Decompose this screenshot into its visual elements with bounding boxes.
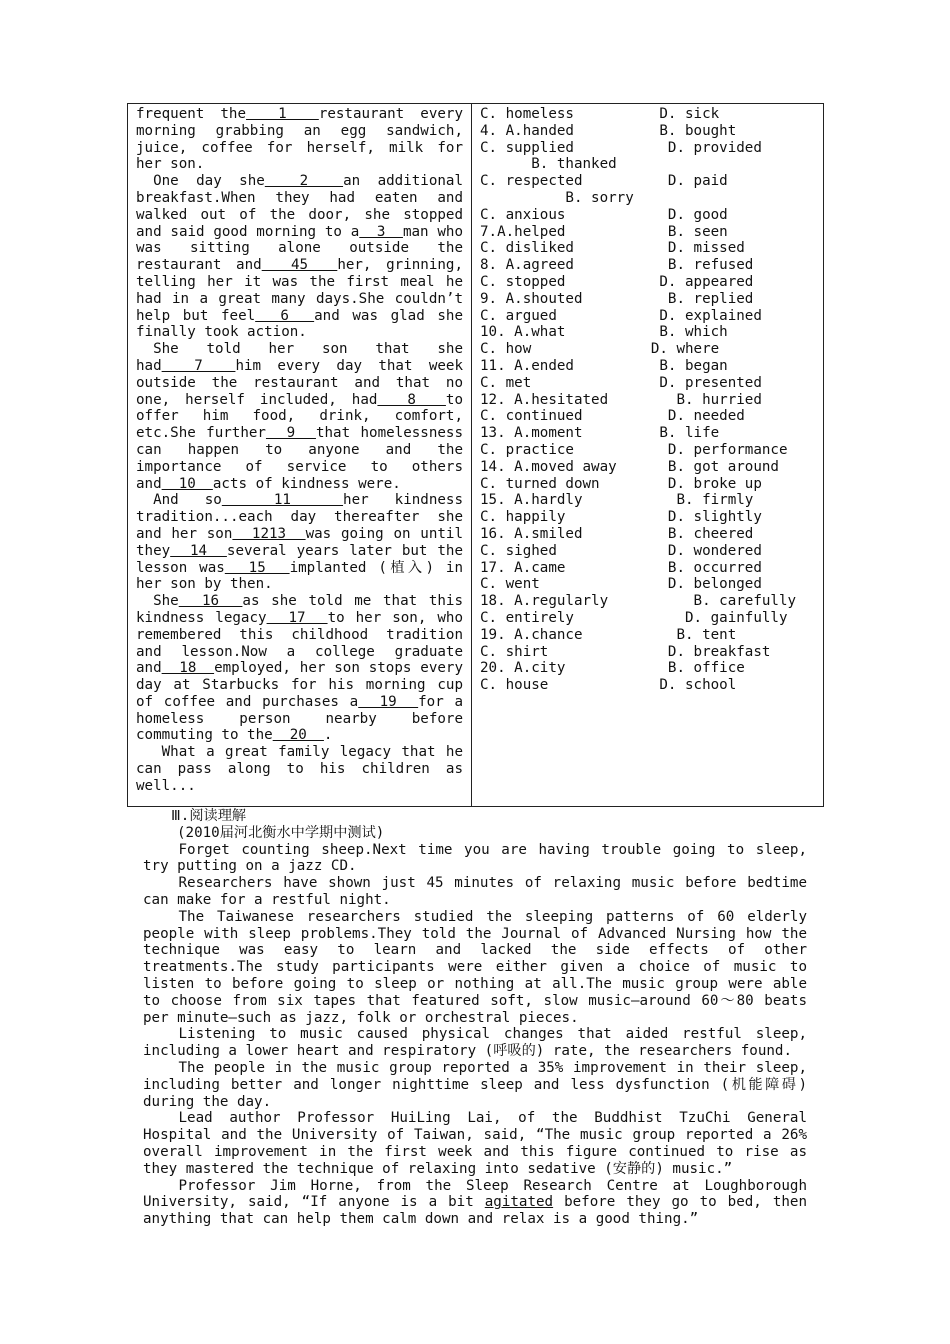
cloze-text: and was glad she finally took action. — [136, 307, 463, 341]
reading-paragraph: Listening to music caused physical changes that aided restful sleep, including a lower heart and respiratory (呼吸的) rate, the researchers found. — [143, 1026, 807, 1060]
cloze-blank: 16 — [178, 593, 243, 610]
cloze-paragraph — [136, 593, 463, 744]
option-line: C. met D. presented — [480, 374, 762, 391]
cloze-text: One day she — [153, 173, 265, 190]
cloze-text: him every day that week outside the restaurant and that no one, herself included, had — [136, 357, 463, 408]
cloze-text: frequent the — [136, 106, 247, 122]
option-line: C. anxious D. good — [480, 206, 728, 223]
option-line: 4. A.handed B. bought — [480, 122, 737, 139]
cloze-blank: 8 — [377, 391, 446, 408]
option-line: C. entirely D. gainfully — [480, 609, 788, 626]
option-line: C. stopped D. appeared — [480, 273, 754, 290]
cloze-text: for a homeless person nearby before commuting to the — [136, 693, 463, 744]
cloze-paragraph — [136, 341, 463, 492]
cloze-paragraph — [136, 173, 463, 341]
cloze-text: as she told me that this kindness legacy — [136, 593, 464, 626]
option-line: 15. A.hardly B. firmly — [480, 492, 754, 509]
cloze-text: several years later but the lesson was — [136, 542, 464, 576]
underlined-word: agitated — [484, 1194, 554, 1211]
cloze-text: man who was sitting alone outside the restaurant and — [136, 223, 463, 274]
cloze-text: implanted (植入) in her son by then. — [136, 559, 464, 593]
cloze-blank: 6 — [255, 307, 315, 324]
reading-paragraph: Lead author Professor HuiLing Lai, of the Buddhist TzuChi General Hospital and the University of Taiwan, said, “The music group reported a 26% overall improvement in the first week and this figure continued to rise as they mastered the technique of relaxing into sedative (安静的) music.” — [143, 1110, 807, 1177]
option-line: 11. A.ended B. began — [480, 357, 728, 374]
cloze-paragraph — [136, 744, 463, 794]
cloze-options — [472, 104, 823, 806]
option-line: C. went D. belonged — [480, 576, 762, 593]
cloze-blank: 18 — [161, 660, 215, 677]
cloze-text: her, grinning, telling her it was the first meal he had in a great many days.She couldn’t help but feel — [136, 257, 463, 324]
cloze-text: What a great family legacy that he can pass along to his children as well... — [136, 744, 463, 794]
option-line: C. disliked D. missed — [480, 240, 745, 257]
reading-paragraph: The people in the music group reported a 35% improvement in their sleep, including better and longer nighttime sleep and less dysfunction (机能障碍) during the day. — [143, 1059, 807, 1110]
cloze-blank: 15 — [224, 559, 290, 576]
option-line: 12. A.hesitated B. hurried — [480, 391, 762, 408]
option-line: C. turned down D. broke up — [480, 475, 762, 492]
option-line: C. how D. where — [480, 341, 720, 358]
cloze-blank: 9 — [265, 425, 316, 442]
cloze-passage — [128, 104, 472, 806]
cloze-blank: 10 — [161, 475, 213, 492]
option-line: 10. A.what B. which — [480, 324, 728, 341]
reading-paragraph: Researchers have shown just 45 minutes of relaxing music before bedtime can make for a restful night. — [143, 875, 807, 908]
cloze-text: to her son, who remembered this childhood tradition and lesson.Now a college graduate and — [136, 609, 463, 677]
option-line: 9. A.shouted B. replied — [480, 290, 754, 307]
option-line: C. supplied D. provided — [480, 139, 762, 156]
option-line: C. shirt D. breakfast — [480, 643, 771, 660]
text: Professor Jim Horne, from the Sleep Research Centre at Loughborough University, said, “If anyone is a bit — [143, 1177, 807, 1211]
cloze-text: restaurant every morning grabbing an egg sandwich, juice, coffee for herself, milk for her son. — [136, 106, 463, 173]
cloze-text: to offer him food, drink, comfort, etc.She further — [136, 391, 463, 442]
cloze-blank: 14 — [170, 542, 227, 559]
option-line: B. sorry — [480, 189, 634, 206]
cloze-text: that homelessness can happen to anyone and the importance of service to others and — [136, 425, 463, 492]
cloze-text: acts of kindness were. — [212, 475, 401, 492]
cloze-text: employed, her son stops every day at Starbucks for his morning cup of coffee and purchases a — [136, 660, 463, 710]
option-line: 7.A.helped B. seen — [480, 223, 728, 240]
option-line: C. happily D. slightly — [480, 509, 762, 526]
cloze-blank: 7 — [161, 357, 236, 374]
reading-section — [143, 808, 807, 1228]
cloze-blank: 1 — [246, 106, 319, 122]
option-line: 18. A.regularly B. carefully — [480, 593, 797, 610]
option-line: 16. A.smiled B. cheered — [480, 525, 754, 542]
reading-paragraph-last — [143, 1178, 807, 1228]
option-line: B. thanked — [480, 156, 617, 173]
option-line: C. house D. school — [480, 677, 737, 694]
cloze-text: her kindness tradition...each day thereafter she and her son — [136, 492, 464, 542]
cloze-text: . — [323, 727, 333, 744]
cloze-blank: 3 — [359, 223, 403, 240]
section-title: Ⅲ.阅读理解 — [171, 808, 247, 824]
cloze-blank: 45 — [261, 257, 338, 274]
cloze-blank: 11 — [221, 492, 344, 509]
section-source: (2010届河北衡水中学期中测试) — [177, 824, 385, 841]
reading-paragraph: Forget counting sheep.Next time you are having trouble going to sleep, try putting on a jazz CD. — [143, 841, 807, 875]
cloze-text: She told her son that she had — [136, 341, 463, 374]
cloze-text: was going on until they — [136, 525, 463, 559]
cloze-blank: 20 — [272, 727, 324, 744]
cloze-table — [127, 103, 824, 807]
text: before they go to bed, then anything that can help them calm down and relax is a good thing.” — [143, 1194, 807, 1228]
cloze-text: She — [153, 593, 179, 610]
cloze-paragraph — [136, 106, 463, 173]
cloze-text: And so — [153, 492, 222, 509]
cloze-text: an additional breakfast.When they had eaten and walked out of the door, she stopped and said good morning to a — [136, 173, 463, 240]
option-line: 17. A.came B. occurred — [480, 559, 762, 576]
option-line: 14. A.moved away B. got around — [480, 458, 779, 475]
cloze-blank: 17 — [266, 609, 328, 626]
option-line: C. practice D. performance — [480, 441, 788, 458]
option-line: 20. A.city B. office — [480, 660, 745, 677]
cloze-blank: 19 — [358, 693, 419, 710]
option-line: C. argued D. explained — [480, 307, 762, 324]
option-line: 8. A.agreed B. refused — [480, 257, 754, 274]
option-line: 19. A.chance B. tent — [480, 626, 737, 643]
option-line: C. homeless D. sick — [480, 106, 720, 122]
cloze-blank: 1213 — [232, 525, 306, 542]
reading-paragraph: The Taiwanese researchers studied the sleeping patterns of 60 elderly people with sleep problems.They told the Journal of Advanced Nursing how the technique was easy to learn and lacked the side effects of other treatments.The study participants were either given a choice of music to listen to before going to sleep or nothing at all.The music group were able to choose from six tapes that featured soft, slow music—around 60～80 beats per minute—such as jazz, folk or orchestral pieces. — [143, 908, 807, 1026]
option-line: C. continued D. needed — [480, 408, 745, 425]
option-line: C. sighed D. wondered — [480, 542, 762, 559]
option-line: C. respected D. paid — [480, 173, 728, 190]
cloze-paragraph — [136, 492, 463, 593]
cloze-blank: 2 — [264, 173, 344, 190]
option-line: 13. A.moment B. life — [480, 425, 720, 442]
